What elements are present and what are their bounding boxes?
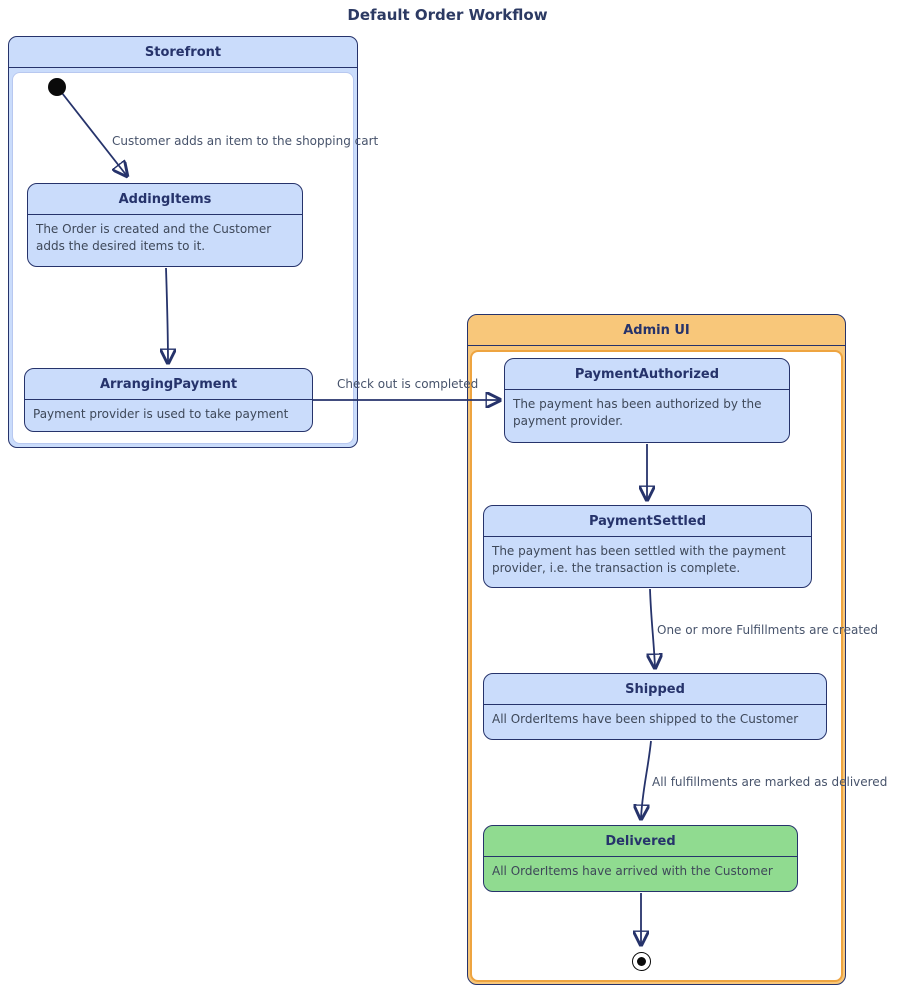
state-delivered-title: Delivered — [484, 826, 797, 857]
container-storefront-header: Storefront — [9, 37, 357, 68]
transition-label-marked-delivered: All fulfillments are marked as delivered — [652, 775, 888, 789]
state-arrangingpayment — [24, 368, 313, 432]
state-paymentauthorized-title: PaymentAuthorized — [505, 359, 789, 390]
transition-label-checkout-completed: Check out is completed — [337, 377, 479, 391]
state-arrangingpayment-description: Payment provider is used to take payment — [33, 407, 289, 421]
container-admin-ui-header: Admin UI — [468, 315, 845, 346]
state-paymentsettled — [483, 505, 812, 588]
state-shipped — [483, 673, 827, 740]
state-delivered-description: All OrderItems have arrived with the Customer — [492, 864, 773, 878]
transition-label-add-to-cart: Customer adds an item to the shopping cart — [112, 134, 379, 148]
state-addingitems-description: The Order is created and the Customer adds the desired items to it. — [36, 222, 272, 253]
state-paymentauthorized-description: The payment has been authorized by the payment provider. — [513, 397, 762, 428]
diagram-title: Default Order Workflow — [347, 6, 548, 24]
state-arrangingpayment-title: ArrangingPayment — [25, 369, 312, 400]
final-state-marker — [632, 952, 651, 971]
transition-label-fulfillments-created: One or more Fulfillments are created — [657, 623, 879, 637]
state-addingitems — [27, 183, 303, 267]
state-paymentauthorized — [504, 358, 790, 443]
initial-state-marker — [48, 78, 66, 96]
final-state-dot — [637, 957, 646, 966]
state-paymentsettled-title: PaymentSettled — [484, 506, 811, 537]
state-delivered — [483, 825, 798, 892]
state-addingitems-title: AddingItems — [28, 184, 302, 215]
state-shipped-description: All OrderItems have been shipped to the Customer — [492, 712, 799, 726]
state-shipped-title: Shipped — [484, 674, 826, 705]
state-paymentsettled-description: The payment has been settled with the payment provider, i.e. the transaction is complete. — [492, 544, 786, 575]
